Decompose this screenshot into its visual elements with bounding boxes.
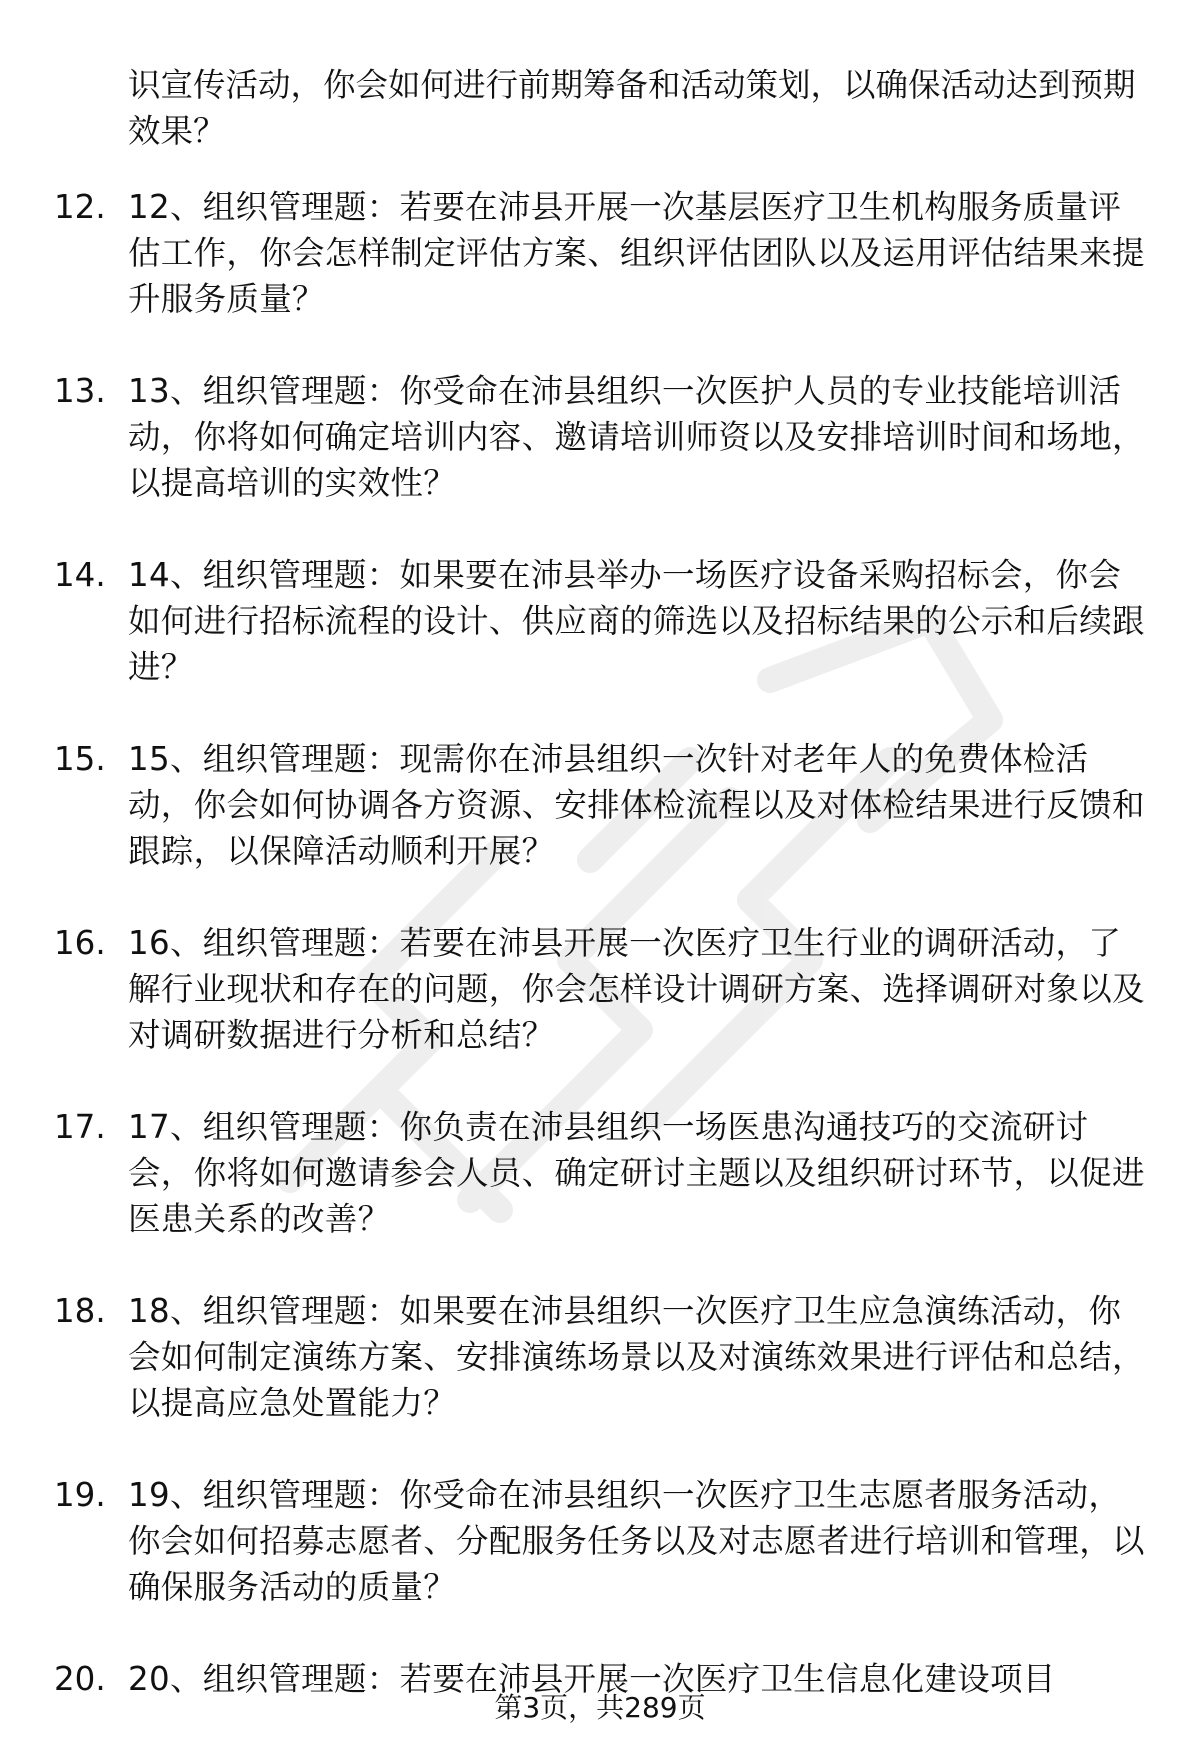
question-text: 19、组织管理题：你受命在沛县组织一次医疗卫生志愿者服务活动，你会如何招募志愿者、分配服务任务以及对志愿者进行培训和管理，以确保服务活动的质量？ — [128, 1476, 1145, 1606]
page-footer: 第3页，共289页 — [494, 1691, 706, 1724]
question-text: 12、组织管理题：若要在沛县开展一次基层医疗卫生机构服务质量评估工作，你会怎样制定评估方案、组织评估团队以及运用评估结果来提升服务质量？ — [128, 188, 1145, 318]
list-item — [0, 920, 1200, 1104]
question-text: 14、组织管理题：如果要在沛县举办一场医疗设备采购招标会，你会如何进行招标流程的设计、供应商的筛选以及招标结果的公示和后续跟进？ — [128, 556, 1145, 686]
list-item — [0, 1288, 1200, 1472]
question-text: 20、组织管理题：若要在沛县开展一次医疗卫生信息化建设项目 — [128, 1660, 1056, 1698]
question-text: 13、组织管理题：你受命在沛县组织一次医护人员的专业技能培训活动，你将如何确定培训内容、邀请培训师资以及安排培训时间和场地，以提高培训的实效性？ — [128, 372, 1145, 502]
question-number: 13. — [54, 372, 106, 410]
list-item — [0, 1104, 1200, 1288]
question-text: 18、组织管理题：如果要在沛县组织一次医疗卫生应急演练活动，你会如何制定演练方案、安排演练场景以及对演练效果进行评估和总结，以提高应急处置能力？ — [128, 1292, 1145, 1422]
question-number: 15. — [54, 740, 106, 778]
question-text: 16、组织管理题：若要在沛县开展一次医疗卫生行业的调研活动，了解行业现状和存在的问题，你会怎样设计调研方案、选择调研对象以及对调研数据进行分析和总结？ — [128, 924, 1145, 1054]
question-number: 20. — [54, 1660, 106, 1698]
question-number: 14. — [54, 556, 106, 594]
question-number: 17. — [54, 1108, 106, 1146]
question-number: 16. — [54, 924, 106, 962]
list-item — [0, 368, 1200, 552]
question-text: 15、组织管理题：现需你在沛县组织一次针对老年人的免费体检活动，你会如何协调各方资源、安排体检流程以及对体检结果进行反馈和跟踪，以保障活动顺利开展？ — [128, 740, 1145, 870]
question-number: 12. — [54, 188, 106, 226]
question-text: 17、组织管理题：你负责在沛县组织一场医患沟通技巧的交流研讨会，你将如何邀请参会人员、确定研讨主题以及组织研讨环节，以促进医患关系的改善？ — [128, 1108, 1145, 1238]
list-item — [0, 736, 1200, 920]
list-item — [0, 184, 1200, 368]
list-item — [0, 1472, 1200, 1656]
question-list — [0, 184, 1200, 1716]
list-item — [0, 552, 1200, 736]
carryover-question-text: 识宣传活动，你会如何进行前期筹备和活动策划，以确保活动达到预期效果？ — [128, 66, 1136, 150]
question-number: 19. — [54, 1476, 106, 1514]
question-number: 18. — [54, 1292, 106, 1330]
